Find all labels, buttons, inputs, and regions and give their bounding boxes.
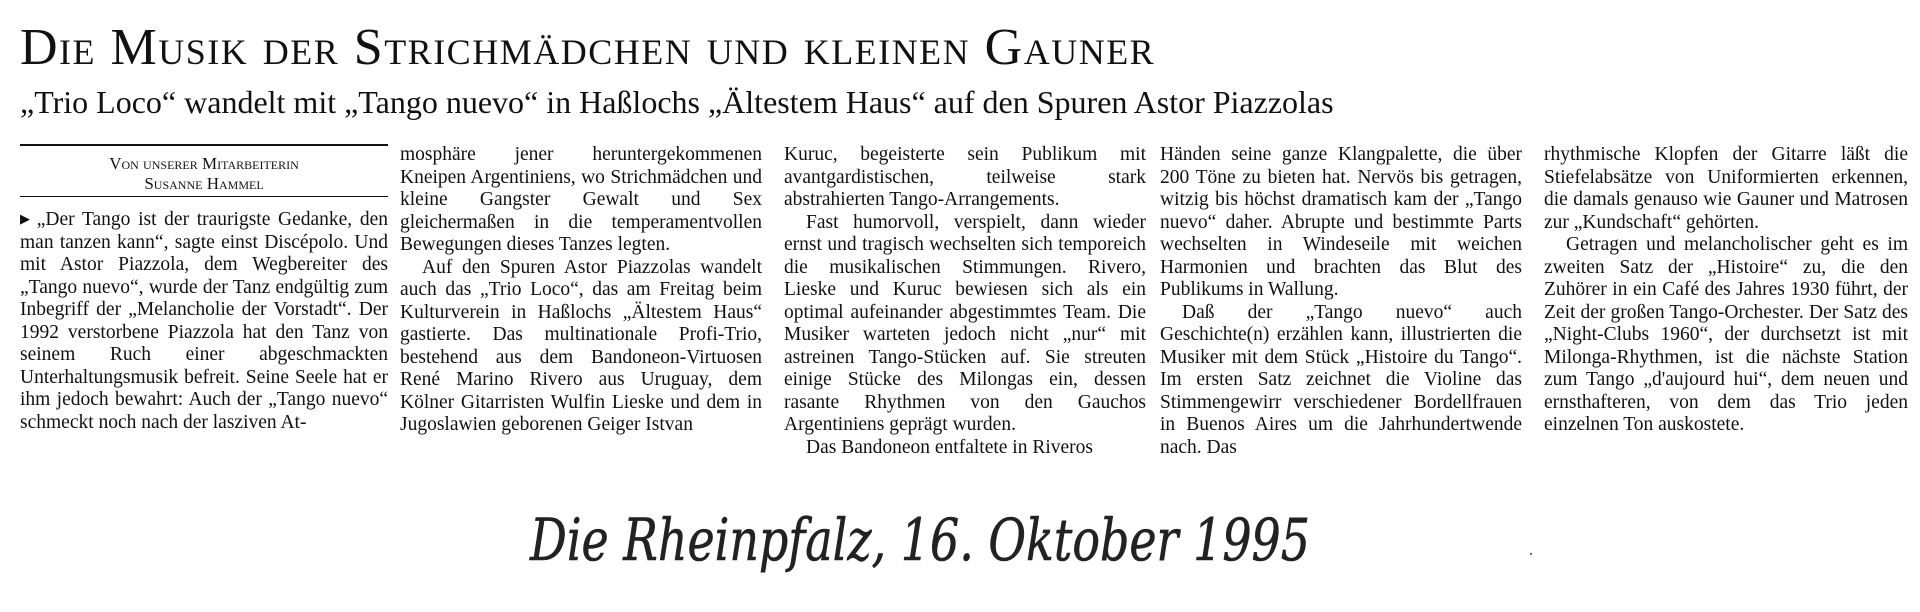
article-column-5 [1544,144,1908,437]
byline-author: Susanne Hammel [144,174,264,193]
column-3-paragraph-2: Fast humorvoll, verspielt, dann wieder ernst und tragisch wechselten sich temporeich die musikalischen Stimmungen. Rivero, Lieske und Kuruc bewiesen sich als ein optimal aufeinander abgestimmtes Team. Die Musiker warteten jedoch nicht „nur“ mit astreinen Tango-Stücken auf. Sie streuten einige Stücke des Milongas ein, dessen rasante Rhythmen von den Gauchos Argentiniens geprägt wurden. [784,211,1146,435]
column-1-paragraph-1-text: „Der Tango ist der traurigste Gedanke, den man tanzen kann“, sagte einst Discépolo. Und mit Astor Piazzola, dem Wegbereiter des „Tango nuevo“, wurde der Tanz endgültig zum Inbegriff der „Melancholie der Vorstadt“. Der 1992 verstorbene Piazzola hat den Tanz von seinem Ruch einer abgeschmackten Unterhaltungsmusik befreit. Seine Seele hat er ihm jedoch bewahrt: Auch der „Tango nuevo“ schmeckt noch nach der lasziven At- [20,209,388,433]
byline-divider [20,196,388,197]
column-2-paragraph-2: Auf den Spuren Astor Piazzolas wandelt auch das „Trio Loco“, das am Freitag beim Kulturverein in Haßlochs „Ältestem Haus“ gastierte. Das multinationale Profi-Trio, bestehend aus dem Bandoneon-Virtuosen René Marino Rivero aus Uruguay, dem Kölner Gitarristen Wulfin Lieske und dem in Jugoslawien geborenen Geiger Istvan [400,256,762,435]
handwritten-note-graphic [520,498,1420,588]
column-4-paragraph-1: Händen seine ganze Klangpalette, die über 200 Töne zu bieten hat. Nervös bis getragen, witzig bis höchst dramatisch kam der „Tango nuevo“ daher. Abrupte und bestimmte Parts wechselten in Windeseile mit weichen Harmonien und brachten das Blut des Publikums in Wallung. [1160,144,1522,300]
triangle-bullet-icon: ▶ [20,211,33,226]
column-5-paragraph-1: rhythmische Klopfen der Gitarre läßt die Stiefelabsätze von Uniformierten erkennen, die damals genauso wie Gauner und Matrosen zur „Kundschaft“ gehörten. [1544,144,1908,233]
column-5-paragraph-2: Getragen und melancholischer geht es im zweiten Satz der „Histoire“ zu, die den Zuhörer in ein Café des Jahres 1930 führt, der Zeit der großen Tango-Orchester. Der Satz des „Night-Clubs 1960“, der durchsetzt ist mit Milonga-Rhythmen, ist die nächste Station zum Tango „d'aujourd hui“, dem neuen und ernsthafteren, von dem das Trio jeden einzelnen Ton auskostete. [1544,234,1908,435]
handwritten-note-text: Die Rheinpfalz, 16. Oktober 1995 [529,506,1310,574]
byline [20,144,388,194]
column-3-paragraph-3: Das Bandoneon entfaltete in Riveros [806,436,1094,458]
column-3-paragraph-1: Kuruc, begeisterte sein Publikum mit avantgardistischen, teilweise stark abstrahierten Tango-Arrangements. [784,144,1146,210]
byline-label: Von unserer Mitarbeiterin [109,154,299,173]
scan-speck-mark: · [1528,544,1534,564]
handwritten-source-note [520,498,1420,588]
article-column-3 [784,144,1146,459]
subheadline: „Trio Loco“ wandelt mit „Tango nuevo“ in Haßlochs „Ältestem Haus“ auf den Spuren Astor Piazzolas [20,84,1334,120]
column-4-paragraph-2: Daß der „Tango nuevo“ auch Geschichte(n) erzählen kann, illustrierten die Musiker mit dem Stück „Histoire du Tango“. Im ersten Satz zeichnet die Violine das Stimmengewirr verschiedener Bordellfrauen in Buenos Aires um die Jahrhundertwende nach. Das [1160,301,1522,458]
article-column-1 [20,208,388,434]
article-column-4 [1160,144,1522,459]
headline: Die Musik der Strichmädchen und kleinen Gauner [20,19,1156,76]
column-2-paragraph-1: mosphäre jener heruntergekommenen Kneipen Argentiniens, wo Strichmädchen und kleine Gangster Gewalt und Sex gleichermaßen in die temperamentvollen Bewegungen dieses Tanzes legten. [400,144,762,255]
article-column-2 [400,144,762,437]
column-1-paragraph-1 [20,208,388,434]
